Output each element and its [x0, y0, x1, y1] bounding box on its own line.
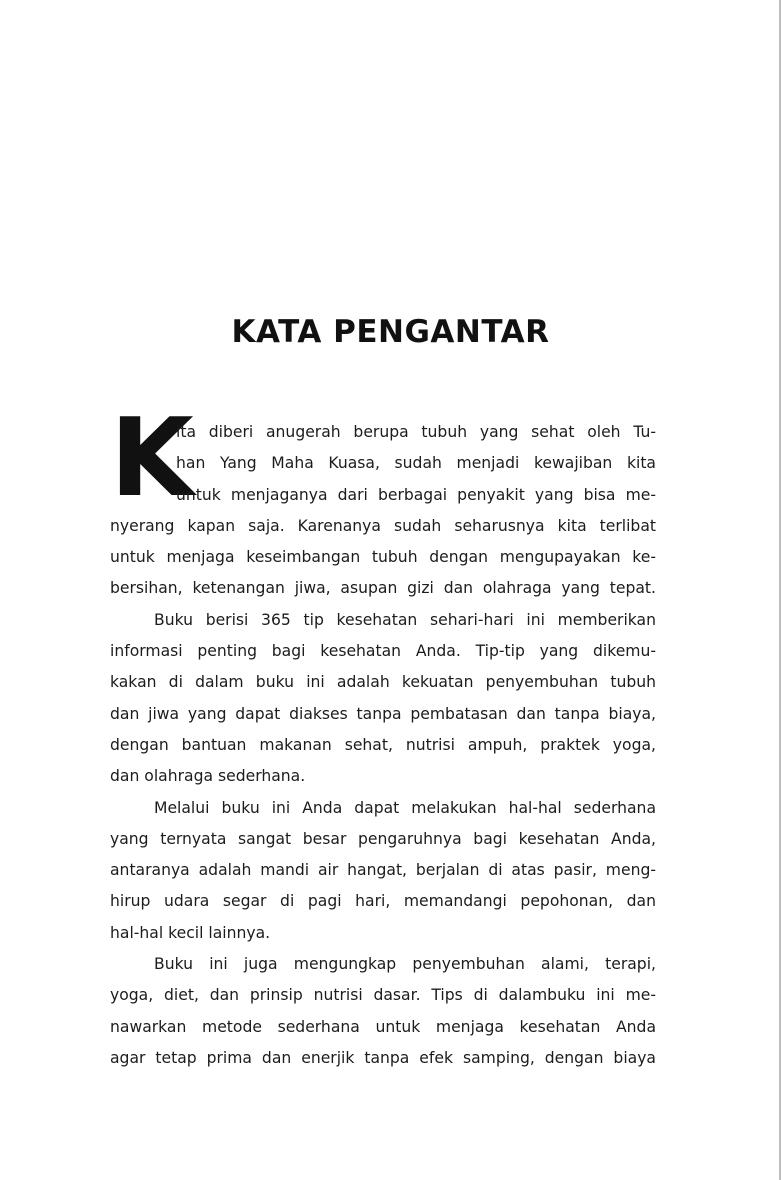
page-title: KATA PENGANTAR	[231, 314, 550, 350]
text-line: untuk menjaga keseimbangan tubuh dengan mengupayakan ke-	[110, 548, 656, 567]
text-line: hirup udara segar di pagi hari, memandangi pepohonan, dan	[110, 892, 656, 911]
text-line: ita diberi anugerah berupa tubuh yang sehat oleh Tu-	[176, 423, 656, 441]
text-line: yang ternyata sangat besar pengaruhnya bagi kesehatan Anda,	[110, 829, 656, 848]
text-line: dengan bantuan makanan sehat, nutrisi ampuh, praktek yoga,	[110, 735, 656, 754]
text-line: bersihan, ketenangan jiwa, asupan gizi dan olahraga yang tepat.	[110, 579, 656, 598]
text-line: han Yang Maha Kuasa, sudah menjadi kewajiban kita	[176, 454, 656, 473]
text-line: Buku ini juga mengungkap penyembuhan alami, terapi,	[154, 955, 656, 974]
text-line: yoga, diet, dan prinsip nutrisi dasar. Tips di dalambuku ini me-	[110, 986, 656, 1005]
text-line: nawarkan metode sederhana untuk menjaga kesehatan Anda	[110, 1017, 656, 1036]
text-line: dan jiwa yang dapat diakses tanpa pembatasan dan tanpa biaya,	[110, 704, 656, 723]
text-line: dan olahraga sederhana.	[110, 767, 306, 786]
text-line: Melalui buku ini Anda dapat melakukan hal-hal sederhana	[154, 798, 656, 817]
text-line: Buku berisi 365 tip kesehatan sehari-hari ini memberikan	[154, 610, 656, 629]
text-line: informasi penting bagi kesehatan Anda. Tip-tip yang dikemu-	[110, 642, 656, 661]
text-line: kakan di dalam buku ini adalah kekuatan penyembuhan tubuh	[110, 673, 656, 692]
text-line: antaranya adalah mandi air hangat, berjalan di atas pasir, meng-	[110, 861, 656, 880]
text-line: agar tetap prima dan enerjik tanpa efek samping, dengan biaya	[110, 1048, 656, 1067]
text-line: nyerang kapan saja. Karenanya sudah seharusnya kita terlibat	[110, 516, 656, 535]
drop-cap-letter: K	[110, 396, 194, 521]
text-line: untuk menjaganya dari berbagai penyakit yang bisa me-	[176, 485, 656, 504]
text-line: hal-hal kecil lainnya.	[110, 923, 271, 942]
body-text	[110, 417, 656, 1074]
